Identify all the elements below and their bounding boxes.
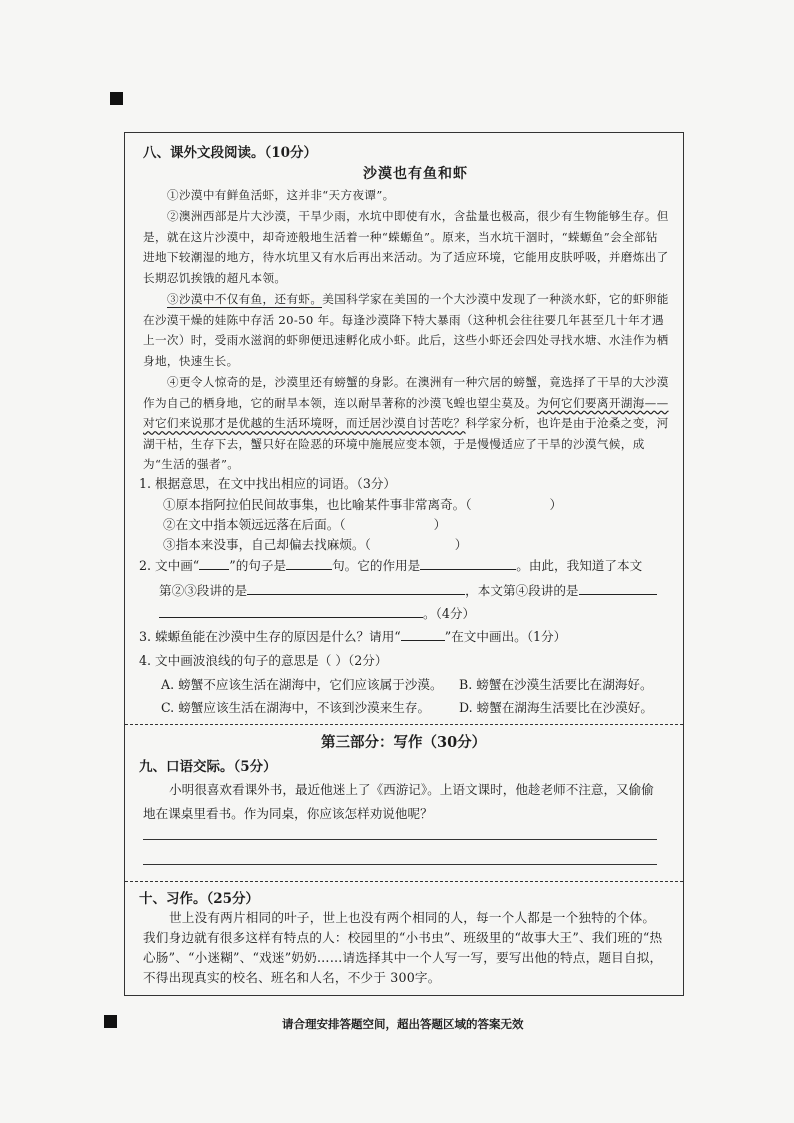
answer-area-frame [124,132,684,996]
question-2-line-1: 2. 文中画“ ”的句子是 句。它的作用是 。由此，我知道了本文 [139,555,642,577]
question-1-c: ③指本来没事，自己却偏去找麻烦。（ ） [163,537,468,552]
writing-line-1[interactable] [143,839,657,840]
article-title: 沙漠也有鱼和虾 [363,166,468,182]
wavy-mark-sample [401,626,445,641]
question-4: 4. 文中画波浪线的句子的意思是（ ）（2分） [139,653,388,668]
footer-notice: 请合理安排答题空间，超出答题区域的答案无效 [282,1017,524,1031]
paragraph-3-rest: 美国科学家在美国的一个大沙漠中发现了一种淡水虾，它的虾卵能在沙漠干燥的娃陈中存活 20-50 年。每逢沙漠降下特大暴雨（这种机会往往要几年甚至几十年才遇上一次）时，受雨水滋润的虾卵便迅速孵化成小虾。此后，这些小虾还会四处寻找水塘、水洼作为栖身地，快速生长。 [143,292,669,368]
paragraph-1: ①沙漠中有鲜鱼活虾，这并非“天方夜谭”。 [167,188,395,202]
part-3-title: 第三部分：写作（30分） [321,734,487,751]
answer-blank-2b[interactable] [420,555,516,570]
registration-mark-top [110,92,123,105]
paragraph-4 [143,372,669,475]
question-1-b: ②在文中指本领远远落在后面。（ ） [163,517,447,532]
writing-line-2[interactable] [143,864,657,865]
option-b[interactable]: B. 螃蟹在沙漠生活要比在湖海好。 [459,677,653,692]
paragraph-4-a: ④更令人惊奇的是，沙漠里还有螃蟹的身影。在澳洲有一种穴居的螃蟹，竟选择了干旱的大沙漠作为自己的栖身地，它的耐旱本领，连以耐旱著称的沙漠飞蝗也望尘莫及。 [143,375,669,410]
answer-blank-2c[interactable] [247,580,465,595]
underline-mark-sample [199,555,229,570]
question-3: 3. 蝾螈鱼能在沙漠中生存的原因是什么？请用“ ”在文中画出。（1分） [139,626,566,648]
question-1-a: ①原本指阿拉伯民间故事集，也比喻某件事非常离奇。（ ） [163,497,563,512]
answer-blank-2e[interactable] [159,603,423,618]
wavy-sentence: 为何它们要离开湖海——对它们来说那才是优越的生活环境呀，而迁居沙漠自讨苦吃？ [143,395,669,431]
underlined-sentence: ③沙漠中不仅有鱼，还有虾。 [167,292,323,306]
paragraph-4-b: 科学家分析，也许是由于沧桑之变，河湖干枯，生存下去，蟹只好在险恶的环境中施展应变本领，于是慢慢适应了干旱的沙漠气候，成为“生活的强者”。 [143,416,669,472]
paragraph-2: ②澳洲西部是片大沙漠，干旱少雨，水坑中即使有水，含盐量也极高，很少有生物能够生存。但是，就在这片沙漠中，却奇迹般地生活着一种“蝾螈鱼”。原来，当水坑干涸时，“蝾螈鱼”会全部钻进地下较潮湿的地方，待水坑里又有水后再出来活动。为了适应环境，它能用皮肤呼吸，并磨炼出了长期忍饥挨饿的超凡本领。 [143,209,669,285]
option-d[interactable]: D. 螃蟹在湖海生活要比在沙漠好。 [459,700,653,715]
question-2-line-3: 。（4分） [159,603,475,625]
section-9-title: 九、口语交际。（5分） [139,759,277,775]
section-9-text: 小明很喜欢看课外书，最近他迷上了《西游记》。上语文课时，他趁老师不注意，又偷偷地在课桌里看书。作为同桌，你应该怎样劝说他呢？ [143,782,654,821]
registration-mark-bottom [104,1015,117,1028]
paragraph-3 [143,289,669,371]
section-8-title: 八、课外文段阅读。（10分） [143,145,318,161]
question-2-line-2: 第②③段讲的是 ，本文第④段讲的是 [159,580,657,602]
answer-blank-2d[interactable] [579,580,657,595]
section-10-text: 世上没有两片相同的叶子，世上也没有两个相同的人，每一个人都是一个独特的个体。我们身边就有很多这样有特点的人：校园里的“小书虫”、班级里的“故事大王”、我们班的“热心肠”、“小迷糊”、“戏迷”奶奶……请选择其中一个人写一写，要写出他的特点，题目自拟，不得出现真实的校名、班名和人名，不少于 300字。 [143,910,663,985]
question-1: 1. 根据意思，在文中找出相应的词语。（3分） [139,476,397,491]
answer-blank-2a[interactable] [286,555,332,570]
option-c[interactable]: C. 螃蟹应该生活在湖海中，不该到沙漠来生存。 [161,700,431,715]
divider-dashed-2 [125,881,683,882]
section-10-title: 十、习作。（25分） [139,891,260,907]
option-a[interactable]: A. 螃蟹不应该生活在湖海中，它们应该属于沙漠。 [161,677,443,692]
divider-dashed [125,724,683,725]
